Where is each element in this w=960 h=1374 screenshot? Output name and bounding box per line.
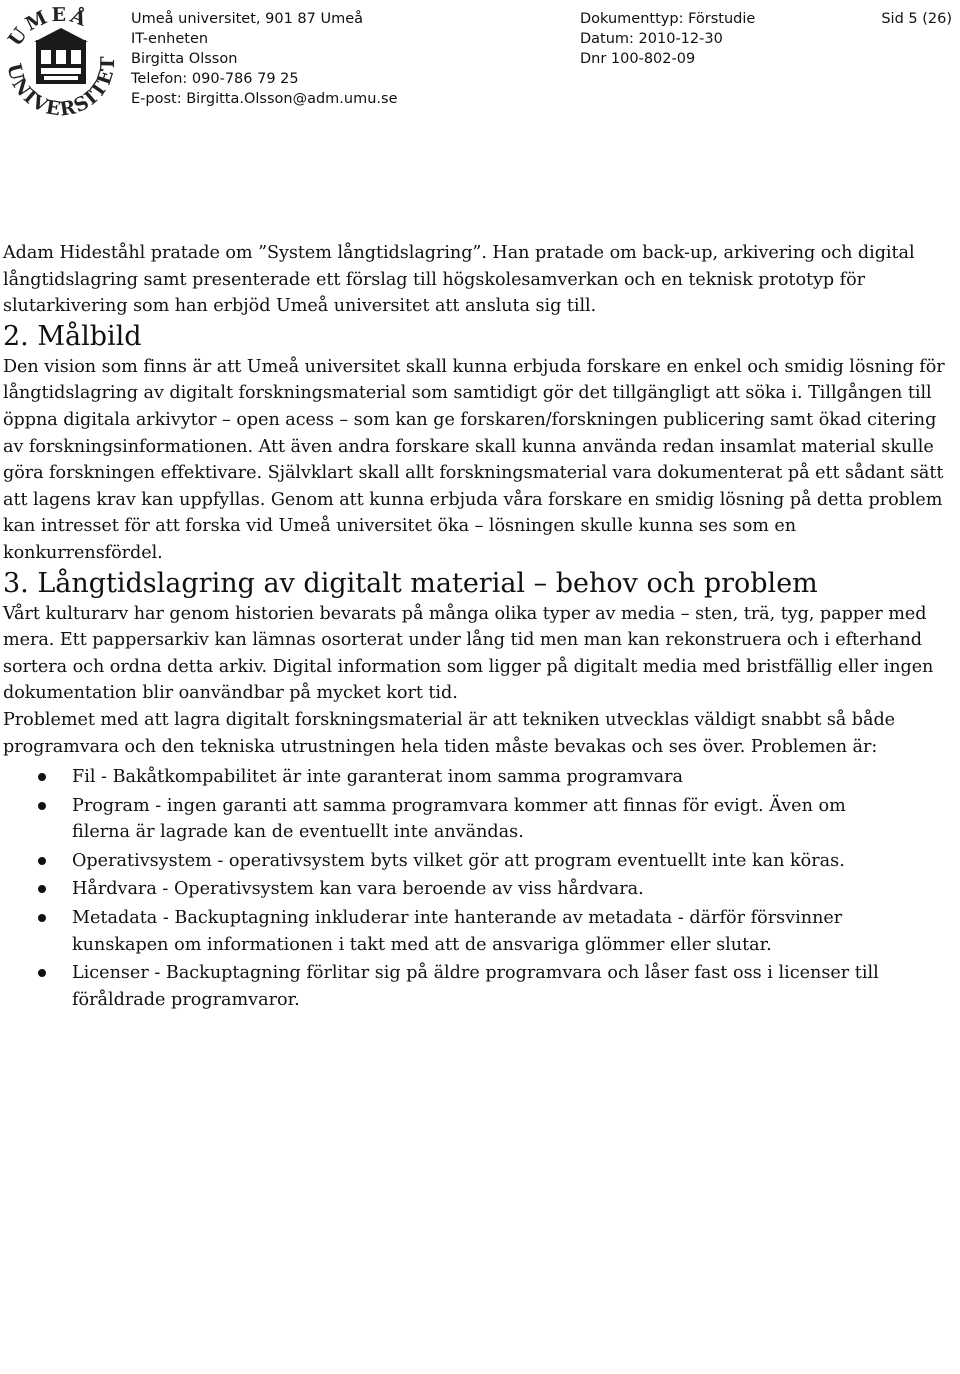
sender-address: Umeå universitet, 901 87 Umeå <box>131 11 364 27</box>
university-logo <box>0 2 122 124</box>
svg-text:UMEÅ: UMEÅ <box>4 3 92 51</box>
list-item <box>3 876 882 903</box>
document-reference: Dnr 100-802-09 <box>580 51 696 67</box>
sender-name: Birgitta Olsson <box>131 51 238 67</box>
sender-email: E-post: Birgitta.Olsson@adm.umu.se <box>131 91 398 107</box>
document-body <box>3 240 953 1015</box>
intro-paragraph: Adam Hideståhl pratade om ”System långtidslagring”. Han pratade om back-up, arkivering och digital långtidslagring samt presenterade ett förslag till högskolesamverkan och en teknisk prototyp för slutarkivering som han erbjöd Umeå universitet att ansluta sig till. <box>3 243 915 317</box>
sender-info <box>131 9 398 109</box>
list-item <box>3 848 882 875</box>
list-item-text: Licenser - Backuptagning förlitar sig på äldre programvara och låser fast oss i licenser till föråldrade programvaror. <box>72 963 879 1010</box>
sender-phone: Telefon: 090-786 79 25 <box>131 71 299 87</box>
list-item <box>3 764 882 791</box>
svg-text:UNIVERSITET: UNIVERSITET <box>2 54 120 121</box>
page-number: Sid 5 (26) <box>881 11 952 27</box>
list-item-text: Metadata - Backuptagning inkluderar inte hanterande av metadata - därför försvinner kunskapen om informationen i takt med att de ansvariga glömmer eller slutar. <box>72 908 843 955</box>
problems-list <box>3 764 953 1013</box>
bullet-icon <box>38 969 46 977</box>
document-date: Datum: 2010-12-30 <box>580 31 723 47</box>
bullet-icon <box>38 857 46 865</box>
langtidslagring-paragraph-2: Problemet med att lagra digitalt forskningsmaterial är att tekniken utvecklas väldigt snabbt så både programvara och den tekniska utrustningen hela tiden måste bevakas och ses över. Problemen är: <box>3 709 896 757</box>
malbild-paragraph: Den vision som finns är att Umeå universitet skall kunna erbjuda forskare en enkel och smidig lösning för långtidslagring av digitalt forskningsmaterial som samtidigt gör det tillgängligt att söka i. Tillgången till öppna digitala arkivytor – open acess – som kan ge forskaren/forskningen publicering samt ökad citering av forskningsinformationen. Att även andra forskare skall kunna använda redan insamlat material skulle göra forskningen effektivare. Självklart skall allt forskningsmaterial vara dokumenterat på ett sådant sätt att lagens krav kan uppfyllas. Genom att kunna erbjuda våra forskare en smidig lösning på detta problem kan intresset för att forska vid Umeå universitet öka – lösningen skulle kunna ses som en konkurrensfördel. <box>3 356 945 563</box>
list-item <box>3 793 882 846</box>
umea-university-seal-icon <box>0 2 122 124</box>
section-heading-malbild: 2. Målbild <box>3 320 142 352</box>
sender-department: IT-enheten <box>131 31 209 47</box>
list-item-text: Operativsystem - operativsystem byts vilket gör att program eventuellt inte kan köras. <box>72 850 845 871</box>
page-header <box>0 0 960 130</box>
langtidslagring-paragraph-1: Vårt kulturarv har genom historien bevarats på många olika typer av media – sten, trä, tyg, papper med mera. Ett pappersarkiv kan lämnas osorterat under lång tid men man kan rekonstruera och i efterhand sortera och ordna detta arkiv. Digital information som ligger på digitalt media med bristfällig eller ingen dokumentation blir oanvändbar på mycket kort tid. <box>3 603 934 704</box>
document-meta <box>580 9 755 69</box>
list-item <box>3 960 882 1013</box>
bullet-icon <box>38 885 46 893</box>
bullet-icon <box>38 773 46 781</box>
bullet-icon <box>38 914 46 922</box>
document-type: Dokumenttyp: Förstudie <box>580 11 756 27</box>
section-heading-langtidslagring: 3. Långtidslagring av digitalt material – behov och problem <box>3 567 818 599</box>
bullet-icon <box>38 802 46 810</box>
list-item-text: Program - ingen garanti att samma programvara kommer att finnas för evigt. Även om filerna är lagrade kan de eventuellt inte användas. <box>72 795 846 843</box>
list-item-text: Hårdvara - Operativsystem kan vara beroende av viss hårdvara. <box>72 879 644 900</box>
list-item-text: Fil - Bakåtkompabilitet är inte garanterat inom samma programvara <box>72 767 683 788</box>
list-item <box>3 905 882 958</box>
